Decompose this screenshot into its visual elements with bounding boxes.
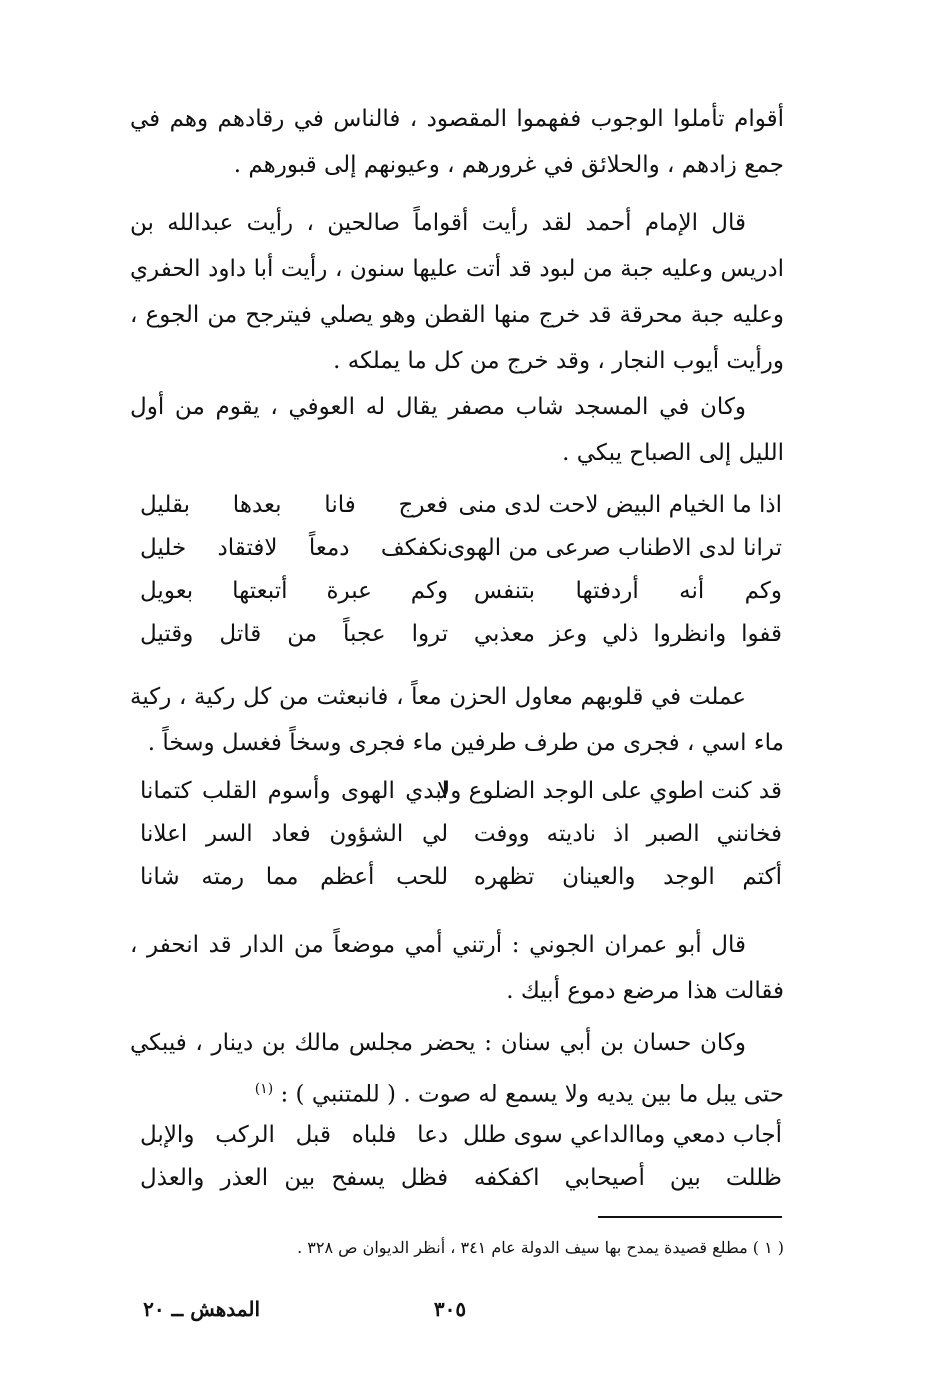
paragraph-4: عملت في قلوبهم معاول الحزن معاً ، فانبعثت من كل ركية ، ركية ماء اسي ، فجرى من طرف طرفين ماء فجرى وسخاً فغسل وسخاً . — [130, 684, 784, 756]
second-hemistich: دعا فلباه قبل الركب والإبل — [140, 1122, 449, 1148]
poem-verse — [140, 570, 782, 613]
poem-1 — [140, 484, 782, 656]
second-hemistich: تروا عجباً من قاتل وقتيل — [140, 621, 449, 647]
second-hemistich: نكفكف دمعاً لافتقاد خليل — [140, 535, 449, 561]
paragraph-3: وكان في المسجد شاب مصفر يقال له العوفي ، يقوم من أول الليل إلى الصباح يبكي . — [130, 394, 784, 466]
poem-3 — [140, 1114, 782, 1200]
second-hemistich: فعرج فانا بعدها بقليل — [140, 492, 449, 518]
poem-2 — [140, 770, 782, 899]
first-hemistich: ظللت بين أصيحابي اكفكفه — [473, 1165, 782, 1191]
first-hemistich: قد كنت اطوي على الوجد الضلوع ولا — [437, 778, 782, 804]
first-hemistich: ترانا لدى الاطناب صرعى من الهوى — [447, 535, 782, 561]
paragraph-6 — [130, 1020, 784, 1118]
paragraph-6-text: وكان حسان بن أبي سنان : يحضر مجلس مالك بن دينار ، فيبكي حتى يبل ما بين يديه ولا يسمع له صوت . ( للمتنبي ) : — [130, 1030, 784, 1108]
first-hemistich: أجاب دمعي وماالداعي سوى طلل — [462, 1122, 782, 1148]
first-hemistich: وكم أنه أردفتها بتنفس — [473, 578, 782, 604]
first-hemistich: أكتم الوجد والعينان تظهره — [473, 864, 782, 890]
second-hemistich: للحب أعظم مما رمته شانا — [140, 864, 449, 890]
page-number: ٣٠٥ — [433, 1297, 467, 1321]
footnote-marker: (١) — [254, 1081, 274, 1097]
paragraph-1: أقوام تأملوا الوجوب ففهموا المقصود ، فالناس في رقادهم وهم في جمع زادهم ، والحلائق في غرورهم ، وعيونهم إلى قبورهم . — [130, 106, 784, 178]
first-hemistich: قفوا وانظروا ذلي وعز معذبي — [473, 621, 782, 647]
paragraph-5: قال أبو عمران الجوني : أرتني أمي موضعاً من الدار قد انحفر ، فقالت هذا مرضع دموع أبيك . — [130, 932, 784, 1004]
footnote-divider — [598, 1216, 782, 1218]
poem-verse — [140, 813, 782, 856]
second-hemistich: ابدي الهوى وأسوم القلب كتمانا — [140, 778, 449, 804]
second-hemistich: وكم عبرة أتبعتها بعويل — [140, 578, 449, 604]
poem-verse — [140, 856, 782, 899]
first-hemistich: اذا ما الخيام البيض لاحت لدى منى — [458, 492, 782, 518]
poem-verse — [140, 1157, 782, 1200]
poem-verse — [140, 1114, 782, 1157]
first-hemistich: فخانني الصبر اذ ناديته ووفت — [473, 821, 782, 847]
poem-verse — [140, 613, 782, 656]
paragraph-2: قال الإمام أحمد لقد رأيت أقواماً صالحين ، رأيت عبدالله بن ادريس وعليه جبة من لبود قد أتت عليها سنون ، رأيت أبا داود الحفري وعليه جبة محرقة قد خرج منها القطن وهو يصلي فيترجح من الجوع ، ورأيت أيوب النجار ، وقد خرج من كل ما يملكه . — [130, 210, 784, 374]
poem-verse — [140, 484, 782, 527]
poem-verse — [140, 770, 782, 813]
footnote: ( ١ ) مطلع قصيدة يمدح بها سيف الدولة عام ٣٤١ ، أنظر الديوان ص ٣٢٨ . — [297, 1238, 784, 1257]
second-hemistich: فظل يسفح بين العذر والعذل — [140, 1165, 449, 1191]
running-title: المدهش ــ ٢٠ — [143, 1297, 260, 1321]
poem-verse — [140, 527, 782, 570]
second-hemistich: لي الشؤون فعاد السر اعلانا — [140, 821, 449, 847]
